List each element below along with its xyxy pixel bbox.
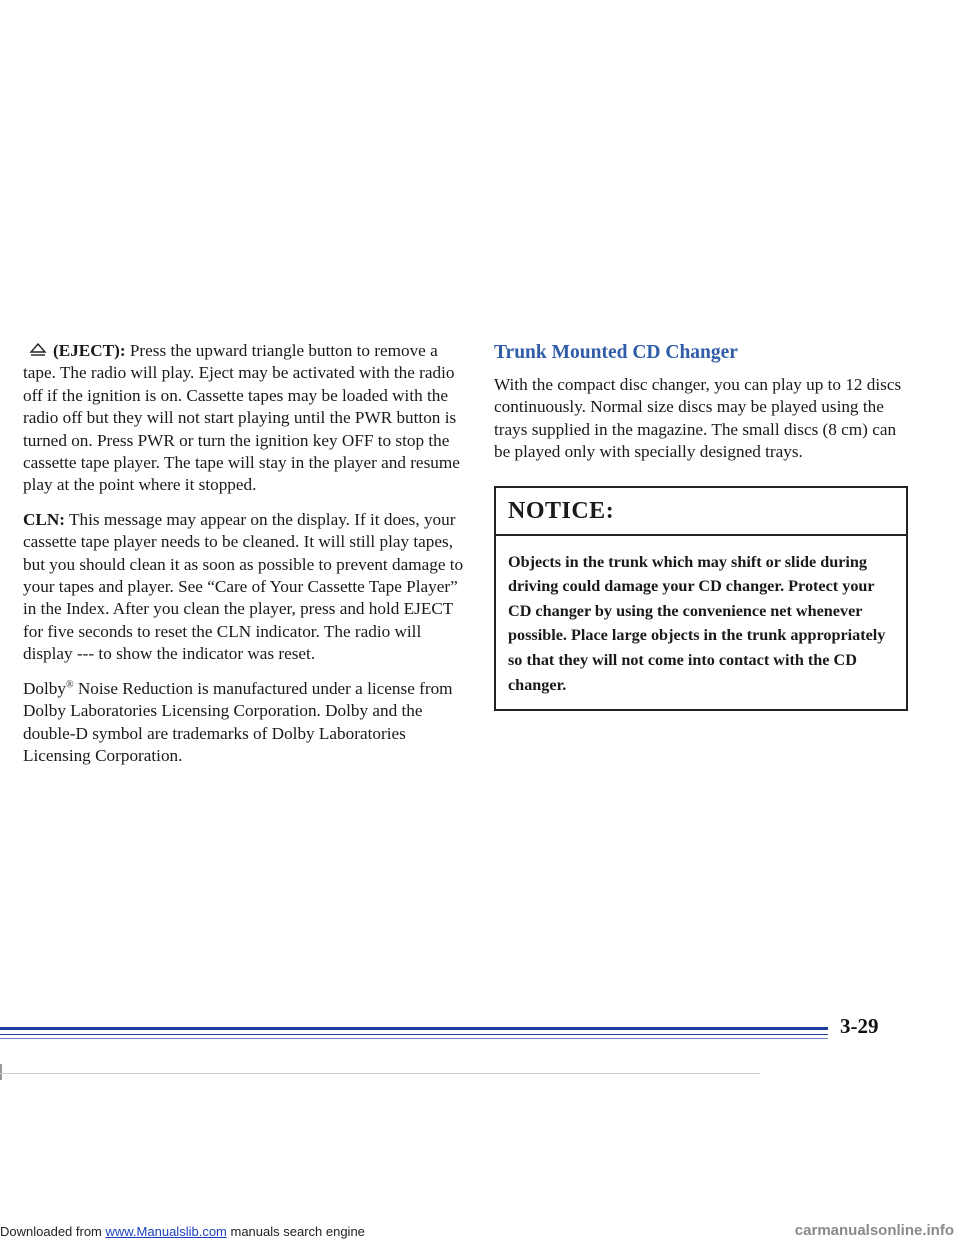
scan-mark [0, 1064, 2, 1080]
eject-label: (EJECT): [53, 341, 126, 360]
cln-paragraph [23, 509, 468, 666]
page-footer-rule [0, 1004, 960, 1064]
watermark: carmanualsonline.info [794, 1222, 954, 1239]
cln-text: This message may appear on the display. If it does, your cassette tape player needs to be cleaned. It will still play tapes, but you should clean it as soon as possible to prevent damage to your tapes and player. See “Care of Your Cassette Tape Player” in the Index. After you clean the player, press and hold EJECT for five seconds to reset the CLN indicator. The radio will display --- to show the indicator was reset. [23, 509, 464, 664]
left-column [23, 340, 468, 779]
right-column [494, 342, 914, 711]
footer-prefix: Downloaded from [0, 1224, 106, 1239]
dolby-word: Dolby [23, 678, 66, 698]
page-number: 3-29 [840, 1014, 879, 1038]
dolby-text: Noise Reduction is manufactured under a license from Dolby Laboratories Licensing Corporation. Dolby and the double-D symbol are trademarks of Dolby Laboratories Licensing Corporation. [23, 678, 453, 765]
eject-text: Press the upward triangle button to remove a tape. The radio will play. Eject may be activated with the radio off if the ignition is on. Cassette tapes may be loaded with the radio off but they will not start playing until the PWR button is turned on. Press PWR or turn the ignition key OFF to stop the cassette tape player. The tape will stay in the player and resume play at the point where it stopped. [23, 341, 460, 495]
download-footer [0, 1224, 365, 1239]
notice-body: Objects in the trunk which may shift or slide during driving could damage your CD changer. Protect your CD changer by using the convenience net whenever possible. Place large objects in the trunk appropriately so that they will not come into contact with the CD changer. [508, 552, 886, 694]
notice-box [494, 486, 908, 712]
rule-thick [0, 1027, 828, 1030]
cln-label: CLN: [23, 509, 66, 529]
section-heading: Trunk Mounted CD Changer [494, 342, 738, 363]
cd-changer-intro: With the compact disc changer, you can play up to 12 discs continuously. Normal size discs may be played using the trays supplied in the magazine. The small discs (8 cm) can be played only with specially designed trays. [494, 375, 902, 462]
footer-suffix: manuals search engine [226, 1224, 365, 1239]
eject-icon [29, 343, 47, 357]
dolby-paragraph [23, 678, 468, 768]
manualslib-link[interactable]: www.Manualslib.com [105, 1224, 227, 1239]
registered-mark: ® [65, 678, 74, 690]
eject-paragraph [23, 340, 468, 497]
rule-thin [0, 1034, 828, 1035]
scan-line [0, 1073, 760, 1074]
notice-title: NOTICE: [496, 488, 906, 536]
rule-thin-secondary [0, 1038, 828, 1039]
